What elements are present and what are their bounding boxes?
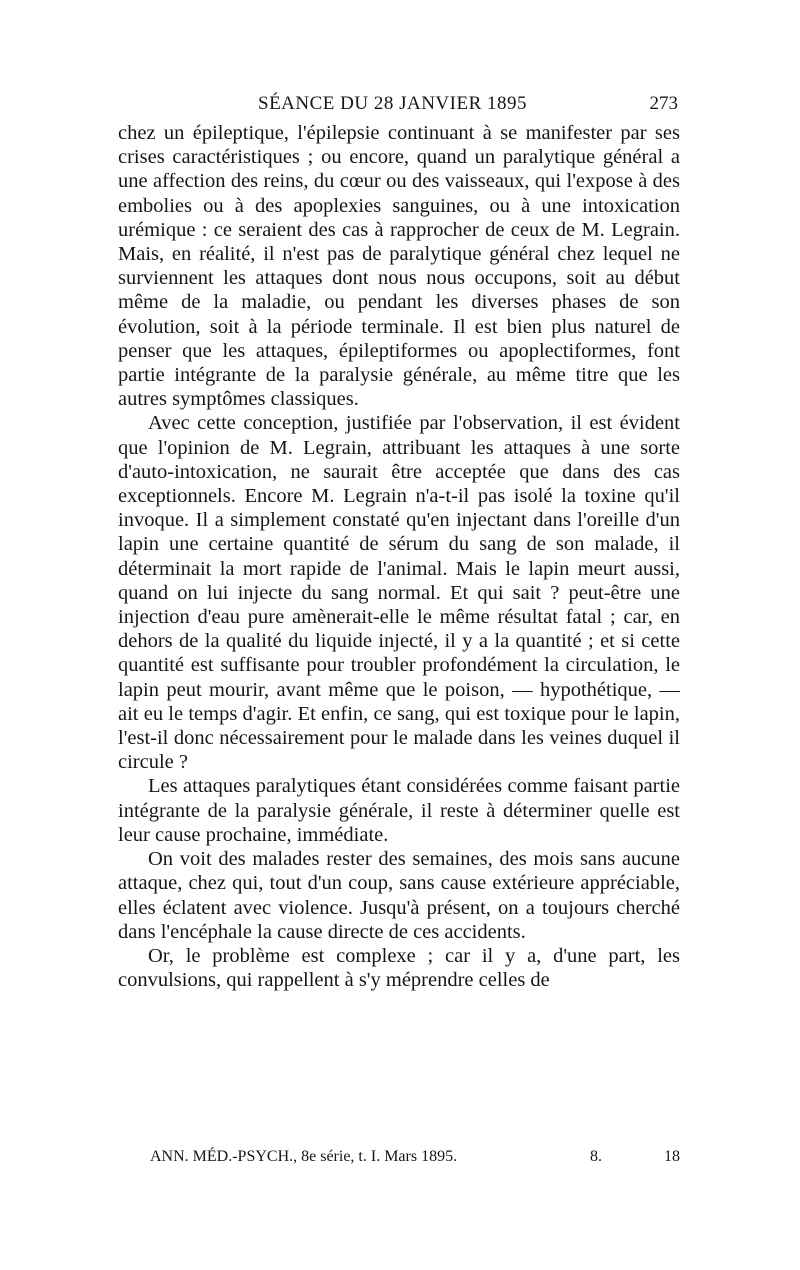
running-title: SÉANCE DU 28 JANVIER 1895 xyxy=(258,93,527,114)
paragraph-continued: chez un épileptique, l'épilepsie continuant à se manifester par ses crises caractéristiques ; ou encore, quand un paralytique général a une affection des reins, du cœur ou des vaisseaux, qui l'expose à des embolies ou à des apoplexies sanguines, ou à une intoxication urémique : ce seraient des cas à rapprocher de ceux de M. Legrain. Mais, en réalité, il n'est pas de paralytique général chez lequel ne surviennent les attaques dont nous nous occupons, soit au début même de la maladie, ou pendant les diverses phases de son évolution, soit à la période terminale. Il est bien plus naturel de penser que les attaques, épileptiformes ou apoplectiformes, font partie intégrante de la paralysie générale, au même titre que les autres symptômes classiques. xyxy=(118,122,680,411)
page-number: 273 xyxy=(649,93,678,114)
body-text xyxy=(118,121,680,992)
sheet-number: 18 xyxy=(664,1148,680,1165)
paragraph: Or, le problème est complexe ; car il y a, d'une part, les convulsions, qui rappellent à s'y méprendre celles de xyxy=(118,944,680,992)
journal-reference: ANN. MÉD.-PSYCH., 8e série, t. I. Mars 1895. xyxy=(150,1148,458,1165)
signature-mark: 8. xyxy=(590,1148,602,1165)
running-header xyxy=(118,90,678,118)
page-footer xyxy=(150,1145,680,1169)
paragraph: On voit des malades rester des semaines, des mois sans aucune attaque, chez qui, tout d'un coup, sans cause extérieure appréciable, elles éclatent avec violence. Jusqu'à présent, on a toujours cherché dans l'encéphale la cause directe de ces accidents. xyxy=(118,848,680,943)
paragraph: Avec cette conception, justifiée par l'observation, il est évident que l'opinion de M. Legrain, attribuant les attaques à une sorte d'auto-intoxication, ne saurait être acceptée que dans des cas exceptionnels. Encore M. Legrain n'a-t-il pas isolé la toxine qu'il invoque. Il a simplement constaté qu'en injectant dans l'oreille d'un lapin une certaine quantité de sérum du sang de son malade, il déterminait la mort rapide de l'animal. Mais le lapin meurt aussi, quand on lui injecte du sang normal. Et qui sait ? peut-être une injection d'eau pure amènerait-elle le même résultat fatal ; car, en dehors de la qualité du liquide injecté, il y a la quantité ; et si cette quantité est suffisante pour troubler profondément la circulation, le lapin peut mourir, avant même que le poison, — hypothétique, — ait eu le temps d'agir. Et enfin, ce sang, qui est toxique pour le lapin, l'est-il donc nécessairement pour le malade dans les veines duquel il circule ? xyxy=(118,412,680,774)
paragraph: Les attaques paralytiques étant considérées comme faisant partie intégrante de la paralysie générale, il reste à déterminer quelle est leur cause prochaine, immédiate. xyxy=(118,775,680,846)
